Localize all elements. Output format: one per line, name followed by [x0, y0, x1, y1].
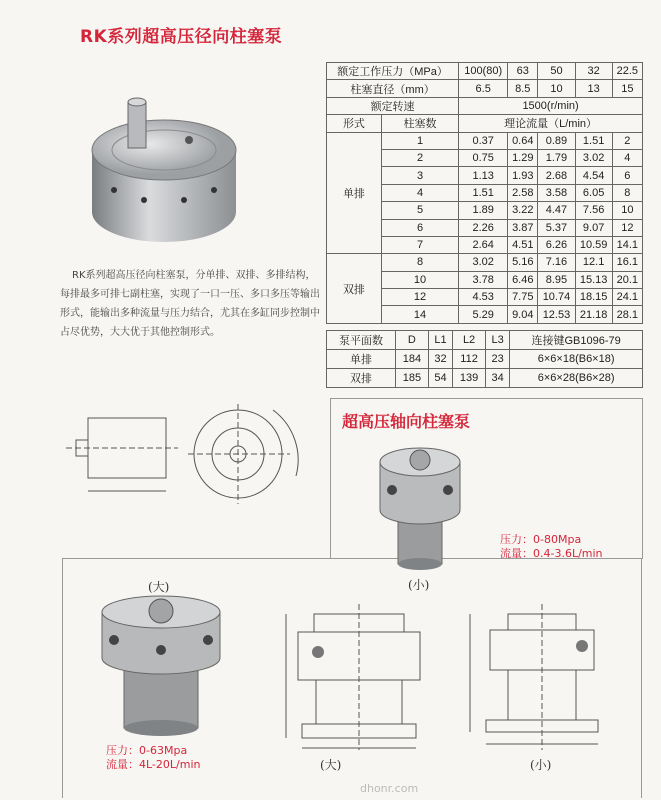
flow-value: 2.26 [459, 219, 508, 236]
flow-value: 14.1 [612, 236, 642, 253]
table-row [327, 254, 643, 271]
flow-value: 0.37 [459, 132, 508, 149]
flow-value: 6.05 [575, 184, 612, 201]
diameter-value: 8.5 [508, 80, 538, 97]
table-row [327, 97, 643, 114]
pressure-label: 额定工作压力（MPa） [327, 63, 459, 80]
flow-value: 4.54 [575, 167, 612, 184]
flow-value: 6.26 [538, 236, 575, 253]
flow-value: 6 [612, 167, 642, 184]
large-axial-drawing [272, 600, 442, 756]
speed-value: 1500(r/min) [459, 97, 643, 114]
plunger-count: 1 [381, 132, 458, 149]
table-row [327, 369, 643, 388]
table-row [327, 350, 643, 369]
flow-value: 5.37 [538, 219, 575, 236]
flow-value: 1.29 [508, 149, 538, 166]
flow-value: 9.07 [575, 219, 612, 236]
double-group-label: 双排 [327, 254, 382, 324]
large-pump-pressure: 压力：0-63Mpa [106, 744, 188, 757]
flow-value: 1.51 [459, 184, 508, 201]
table-cell: 6×6×18(B6×18) [510, 350, 643, 369]
speed-label: 额定转速 [327, 97, 459, 114]
flow-value: 12 [612, 219, 642, 236]
table-header: 泵平面数 [327, 331, 396, 350]
plunger-count: 3 [381, 167, 458, 184]
flow-value: 12.53 [538, 306, 575, 323]
flow-value: 6.46 [508, 271, 538, 288]
radial-pump-intro: RK系列超高压径向柱塞泵，分单排、双排、多排结构，每排最多可排七副柱塞，实现了一口一压、多口多压等输出形式，能输出多种流量与压力结合，尤其在多缸同步控制中占尽优势，大大优于其他控制形式。 [60, 270, 320, 338]
flow-value: 8.95 [538, 271, 575, 288]
table-header: D [395, 331, 428, 350]
flow-value: 2.64 [459, 236, 508, 253]
flow-value: 21.18 [575, 306, 612, 323]
small-axial-pump-photo [370, 432, 470, 572]
flow-value: 4.53 [459, 289, 508, 306]
watermark: dhonr.com [360, 782, 419, 795]
table-cell: 6×6×28(B6×28) [510, 369, 643, 388]
small-pump-flow: 流量：0.4-3.6L/min [500, 547, 603, 560]
spec-table [326, 62, 643, 324]
pressure-value: 32 [575, 63, 612, 80]
flow-value: 7.75 [508, 289, 538, 306]
plunger-count: 5 [381, 202, 458, 219]
small-drawing-caption: (小) [530, 758, 552, 772]
diameter-label: 柱塞直径（mm） [327, 80, 459, 97]
plunger-count: 4 [381, 184, 458, 201]
plunger-count: 14 [381, 306, 458, 323]
flow-value: 5.16 [508, 254, 538, 271]
radial-pump-drawing [58, 396, 308, 516]
table-cell: 139 [453, 369, 486, 388]
flow-value: 1.89 [459, 202, 508, 219]
flow-value: 10.74 [538, 289, 575, 306]
table-header: L2 [453, 331, 486, 350]
plunger-count: 2 [381, 149, 458, 166]
large-axial-pump-photo [96, 592, 226, 738]
flow-value: 2.68 [538, 167, 575, 184]
radial-pump-title: RK系列超高压径向柱塞泵 [80, 27, 283, 47]
plunger-count: 10 [381, 271, 458, 288]
plunger-count: 12 [381, 289, 458, 306]
flow-value: 1.13 [459, 167, 508, 184]
large-pump-params [106, 744, 200, 772]
flow-value: 8 [612, 184, 642, 201]
form-label: 形式 [327, 115, 382, 132]
flow-value: 28.1 [612, 306, 642, 323]
large-pump-flow: 流量：4L-20L/min [106, 758, 201, 771]
pressure-value: 22.5 [612, 63, 642, 80]
table-row [327, 331, 643, 350]
diameter-value: 13 [575, 80, 612, 97]
table-cell: 双排 [327, 369, 396, 388]
table-row [327, 63, 643, 80]
plunger-count: 6 [381, 219, 458, 236]
flow-value: 1.51 [575, 132, 612, 149]
radial-pump-photo [84, 62, 244, 252]
flow-value: 3.22 [508, 202, 538, 219]
diameter-value: 15 [612, 80, 642, 97]
flow-value: 20.1 [612, 271, 642, 288]
table-cell: 54 [428, 369, 452, 388]
flow-value: 3.02 [459, 254, 508, 271]
pressure-value: 100(80) [459, 63, 508, 80]
plunger-count: 7 [381, 236, 458, 253]
flow-label: 理论流量（L/min） [459, 115, 643, 132]
table-header: L3 [486, 331, 510, 350]
flow-value: 18.15 [575, 289, 612, 306]
pressure-value: 50 [538, 63, 575, 80]
flow-value: 4 [612, 149, 642, 166]
count-label: 柱塞数 [381, 115, 458, 132]
table-row [327, 132, 643, 149]
diameter-value: 10 [538, 80, 575, 97]
flow-value: 7.16 [538, 254, 575, 271]
flow-value: 1.93 [508, 167, 538, 184]
table-header: L1 [428, 331, 452, 350]
table-cell: 32 [428, 350, 452, 369]
diameter-value: 6.5 [459, 80, 508, 97]
flow-value: 3.58 [538, 184, 575, 201]
plunger-count: 8 [381, 254, 458, 271]
large-drawing-caption: (大) [320, 758, 342, 772]
axial-pump-title: 超高压轴向柱塞泵 [342, 412, 471, 431]
flow-value: 9.04 [508, 306, 538, 323]
large-pump-caption: (大) [148, 580, 170, 594]
small-pump-caption: (小) [408, 578, 430, 592]
flow-value: 16.1 [612, 254, 642, 271]
table-cell: 112 [453, 350, 486, 369]
small-pump-params [500, 533, 603, 561]
flow-value: 15.13 [575, 271, 612, 288]
flow-value: 0.75 [459, 149, 508, 166]
flow-value: 4.47 [538, 202, 575, 219]
table-row [327, 80, 643, 97]
table-row [327, 115, 643, 132]
flow-value: 0.64 [508, 132, 538, 149]
flow-value: 3.87 [508, 219, 538, 236]
small-axial-drawing [456, 600, 626, 756]
flow-value: 0.89 [538, 132, 575, 149]
flow-value: 4.51 [508, 236, 538, 253]
dimension-table [326, 330, 643, 388]
flow-value: 1.79 [538, 149, 575, 166]
pressure-value: 63 [508, 63, 538, 80]
flow-value: 24.1 [612, 289, 642, 306]
flow-value: 10 [612, 202, 642, 219]
small-pump-pressure: 压力：0-80Mpa [500, 533, 582, 546]
flow-value: 10.59 [575, 236, 612, 253]
flow-value: 3.78 [459, 271, 508, 288]
table-cell: 34 [486, 369, 510, 388]
flow-value: 7.56 [575, 202, 612, 219]
table-cell: 23 [486, 350, 510, 369]
flow-value: 2.58 [508, 184, 538, 201]
flow-value: 5.29 [459, 306, 508, 323]
flow-value: 12.1 [575, 254, 612, 271]
table-cell: 185 [395, 369, 428, 388]
table-header: 连接键GB1096-79 [510, 331, 643, 350]
table-cell: 184 [395, 350, 428, 369]
table-cell: 单排 [327, 350, 396, 369]
flow-value: 2 [612, 132, 642, 149]
single-group-label: 单排 [327, 132, 382, 254]
flow-value: 3.02 [575, 149, 612, 166]
